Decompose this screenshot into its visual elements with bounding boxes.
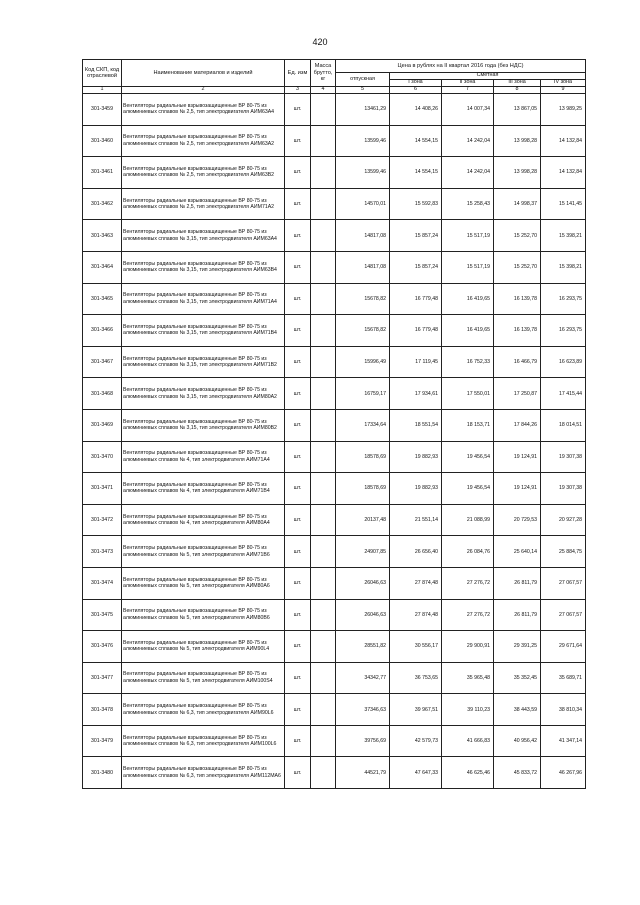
- table-row: [83, 125, 586, 157]
- release-price: 15996,49: [336, 346, 390, 378]
- zone3-price: 16 466,79: [494, 346, 541, 378]
- item-unit: шт.: [285, 315, 311, 347]
- zone4-price: 13 989,25: [541, 94, 586, 126]
- release-price: 13599,46: [336, 125, 390, 157]
- zone4-price: 46 267,96: [541, 757, 586, 789]
- item-mass: [311, 599, 336, 631]
- release-price: 14570,01: [336, 188, 390, 220]
- zone3-price: 13 998,28: [494, 157, 541, 189]
- item-unit: шт.: [285, 409, 311, 441]
- zone3-price: 13 998,28: [494, 125, 541, 157]
- column-number: 4: [311, 87, 336, 94]
- zone1-price: 39 967,51: [390, 694, 442, 726]
- item-mass: [311, 536, 336, 568]
- release-price: 18578,69: [336, 441, 390, 473]
- header-name: Наименование материалов и изделий: [122, 60, 285, 87]
- item-unit: шт.: [285, 725, 311, 757]
- table-row: [83, 441, 586, 473]
- column-numbers-row: [83, 87, 586, 94]
- table-row: [83, 757, 586, 789]
- header-zone1: I зона: [390, 80, 442, 87]
- zone3-price: 38 443,59: [494, 694, 541, 726]
- zone3-price: 26 811,79: [494, 599, 541, 631]
- item-unit: шт.: [285, 504, 311, 536]
- zone3-price: 25 640,14: [494, 536, 541, 568]
- header-zone3: III зона: [494, 80, 541, 87]
- zone1-price: 17 119,45: [390, 346, 442, 378]
- zone2-price: 15 517,19: [442, 220, 494, 252]
- zone3-price: 19 124,91: [494, 441, 541, 473]
- item-unit: шт.: [285, 283, 311, 315]
- item-unit: шт.: [285, 125, 311, 157]
- item-name: Вентиляторы радиальные взрывозащищенные ВР 80-75 из алюминиевых сплавов № 5, тип электродвигателя АИМ90L4: [122, 631, 285, 663]
- table-row: [83, 251, 586, 283]
- zone4-price: 16 293,75: [541, 283, 586, 315]
- release-price: 13599,46: [336, 157, 390, 189]
- item-unit: шт.: [285, 346, 311, 378]
- item-name: Вентиляторы радиальные взрывозащищенные ВР 80-75 из алюминиевых сплавов № 3,15, тип электродвигателя АИМ63В4: [122, 251, 285, 283]
- item-name: Вентиляторы радиальные взрывозащищенные ВР 80-75 из алюминиевых сплавов № 5, тип электродвигателя АИМ80А6: [122, 567, 285, 599]
- table-row: [83, 567, 586, 599]
- item-code: 301-3467: [83, 346, 122, 378]
- zone4-price: 35 689,71: [541, 662, 586, 694]
- item-code: 301-3465: [83, 283, 122, 315]
- item-name: Вентиляторы радиальные взрывозащищенные ВР 80-75 из алюминиевых сплавов № 6,3, тип электродвигателя АИМ112МА6: [122, 757, 285, 789]
- item-name: Вентиляторы радиальные взрывозащищенные ВР 80-75 из алюминиевых сплавов № 5, тип электродвигателя АИМ80В6: [122, 599, 285, 631]
- column-number: 7: [442, 87, 494, 94]
- table-body: [83, 94, 586, 789]
- item-name: Вентиляторы радиальные взрывозащищенные ВР 80-75 из алюминиевых сплавов № 4, тип электродвигателя АИМ71А4: [122, 441, 285, 473]
- zone1-price: 16 779,48: [390, 283, 442, 315]
- zone1-price: 16 779,48: [390, 315, 442, 347]
- item-unit: шт.: [285, 536, 311, 568]
- zone2-price: 26 084,76: [442, 536, 494, 568]
- zone1-price: 27 874,48: [390, 599, 442, 631]
- item-code: 301-3479: [83, 725, 122, 757]
- header-estimate: Сметная: [390, 73, 586, 80]
- item-code: 301-3464: [83, 251, 122, 283]
- zone2-price: 39 110,23: [442, 694, 494, 726]
- table-row: [83, 662, 586, 694]
- zone3-price: 29 391,25: [494, 631, 541, 663]
- price-table: [82, 59, 586, 789]
- zone3-price: 20 729,53: [494, 504, 541, 536]
- item-mass: [311, 157, 336, 189]
- table-row: [83, 504, 586, 536]
- table-row: [83, 315, 586, 347]
- item-name: Вентиляторы радиальные взрывозащищенные ВР 80-75 из алюминиевых сплавов № 3,15, тип электродвигателя АИМ63А4: [122, 220, 285, 252]
- zone4-price: 29 671,64: [541, 631, 586, 663]
- item-mass: [311, 757, 336, 789]
- item-code: 301-3477: [83, 662, 122, 694]
- zone4-price: 14 132,84: [541, 125, 586, 157]
- release-price: 20137,48: [336, 504, 390, 536]
- item-name: Вентиляторы радиальные взрывозащищенные ВР 80-75 из алюминиевых сплавов № 6,3, тип электродвигателя АИМ90L6: [122, 694, 285, 726]
- item-name: Вентиляторы радиальные взрывозащищенные ВР 80-75 из алюминиевых сплавов № 2,5, тип электродвигателя АИМ63А4: [122, 94, 285, 126]
- zone3-price: 16 139,78: [494, 283, 541, 315]
- zone2-price: 29 900,91: [442, 631, 494, 663]
- item-code: 301-3471: [83, 473, 122, 505]
- zone2-price: 18 153,71: [442, 409, 494, 441]
- zone4-price: 41 347,14: [541, 725, 586, 757]
- zone1-price: 17 934,61: [390, 378, 442, 410]
- header-unit: Ед. изм: [285, 60, 311, 87]
- item-unit: шт.: [285, 94, 311, 126]
- item-code: 301-3480: [83, 757, 122, 789]
- zone1-price: 15 857,24: [390, 251, 442, 283]
- item-mass: [311, 220, 336, 252]
- zone2-price: 14 007,34: [442, 94, 494, 126]
- item-mass: [311, 188, 336, 220]
- zone3-price: 19 124,91: [494, 473, 541, 505]
- table-row: [83, 346, 586, 378]
- zone1-price: 14 408,26: [390, 94, 442, 126]
- zone2-price: 17 550,01: [442, 378, 494, 410]
- zone3-price: 26 811,79: [494, 567, 541, 599]
- zone1-price: 36 753,65: [390, 662, 442, 694]
- item-unit: шт.: [285, 220, 311, 252]
- zone4-price: 18 014,51: [541, 409, 586, 441]
- zone1-price: 26 656,40: [390, 536, 442, 568]
- zone1-price: 15 592,83: [390, 188, 442, 220]
- zone2-price: 15 517,19: [442, 251, 494, 283]
- item-name: Вентиляторы радиальные взрывозащищенные ВР 80-75 из алюминиевых сплавов № 4, тип электродвигателя АИМ71В4: [122, 473, 285, 505]
- table-row: [83, 220, 586, 252]
- zone3-price: 40 956,42: [494, 725, 541, 757]
- release-price: 15678,82: [336, 315, 390, 347]
- header-zone4: IV зона: [541, 80, 586, 87]
- zone2-price: 27 276,72: [442, 599, 494, 631]
- release-price: 26046,63: [336, 567, 390, 599]
- item-mass: [311, 283, 336, 315]
- zone2-price: 16 419,65: [442, 315, 494, 347]
- release-price: 14817,08: [336, 220, 390, 252]
- zone4-price: 17 415,44: [541, 378, 586, 410]
- item-name: Вентиляторы радиальные взрывозащищенные ВР 80-75 из алюминиевых сплавов № 3,15, тип электродвигателя АИМ80В2: [122, 409, 285, 441]
- zone1-price: 15 857,24: [390, 220, 442, 252]
- item-unit: шт.: [285, 662, 311, 694]
- item-code: 301-3459: [83, 94, 122, 126]
- item-mass: [311, 346, 336, 378]
- zone4-price: 15 398,21: [541, 251, 586, 283]
- item-code: 301-3469: [83, 409, 122, 441]
- zone1-price: 21 551,14: [390, 504, 442, 536]
- zone1-price: 14 554,15: [390, 125, 442, 157]
- item-name: Вентиляторы радиальные взрывозащищенные ВР 80-75 из алюминиевых сплавов № 6,3, тип электродвигателя АИМ100L6: [122, 725, 285, 757]
- table-row: [83, 694, 586, 726]
- zone4-price: 20 927,28: [541, 504, 586, 536]
- item-mass: [311, 94, 336, 126]
- item-name: Вентиляторы радиальные взрывозащищенные ВР 80-75 из алюминиевых сплавов № 2,5, тип электродвигателя АИМ63А2: [122, 125, 285, 157]
- column-number: 1: [83, 87, 122, 94]
- item-code: 301-3461: [83, 157, 122, 189]
- release-price: 28551,82: [336, 631, 390, 663]
- item-name: Вентиляторы радиальные взрывозащищенные ВР 80-75 из алюминиевых сплавов № 5, тип электродвигателя АИМ100S4: [122, 662, 285, 694]
- release-price: 13461,29: [336, 94, 390, 126]
- item-code: 301-3460: [83, 125, 122, 157]
- item-code: 301-3468: [83, 378, 122, 410]
- column-number: 8: [494, 87, 541, 94]
- item-code: 301-3462: [83, 188, 122, 220]
- header-release: отпускная: [336, 73, 390, 87]
- item-unit: шт.: [285, 757, 311, 789]
- release-price: 26046,63: [336, 599, 390, 631]
- item-unit: шт.: [285, 157, 311, 189]
- column-number: 3: [285, 87, 311, 94]
- release-price: 15678,82: [336, 283, 390, 315]
- zone4-price: 19 307,38: [541, 441, 586, 473]
- zone3-price: 35 352,45: [494, 662, 541, 694]
- zone3-price: 45 833,72: [494, 757, 541, 789]
- item-code: 301-3475: [83, 599, 122, 631]
- column-number: 9: [541, 87, 586, 94]
- zone2-price: 27 276,72: [442, 567, 494, 599]
- zone3-price: 15 252,70: [494, 251, 541, 283]
- release-price: 17334,64: [336, 409, 390, 441]
- item-mass: [311, 504, 336, 536]
- header-code: Код СКП, код отраслевой: [83, 60, 122, 87]
- zone3-price: 17 844,26: [494, 409, 541, 441]
- zone2-price: 41 666,83: [442, 725, 494, 757]
- item-mass: [311, 473, 336, 505]
- zone4-price: 25 884,75: [541, 536, 586, 568]
- item-code: 301-3476: [83, 631, 122, 663]
- release-price: 16759,17: [336, 378, 390, 410]
- release-price: 44521,79: [336, 757, 390, 789]
- zone2-price: 14 242,04: [442, 157, 494, 189]
- item-unit: шт.: [285, 567, 311, 599]
- item-code: 301-3463: [83, 220, 122, 252]
- table-row: [83, 536, 586, 568]
- zone1-price: 14 554,15: [390, 157, 442, 189]
- column-number: 6: [390, 87, 442, 94]
- release-price: 24907,85: [336, 536, 390, 568]
- item-mass: [311, 441, 336, 473]
- item-unit: шт.: [285, 473, 311, 505]
- item-name: Вентиляторы радиальные взрывозащищенные ВР 80-75 из алюминиевых сплавов № 2,5, тип электродвигателя АИМ71А2: [122, 188, 285, 220]
- item-unit: шт.: [285, 378, 311, 410]
- item-code: 301-3478: [83, 694, 122, 726]
- zone1-price: 18 551,54: [390, 409, 442, 441]
- zone1-price: 19 882,93: [390, 473, 442, 505]
- item-name: Вентиляторы радиальные взрывозащищенные ВР 80-75 из алюминиевых сплавов № 3,15, тип электродвигателя АИМ80А2: [122, 378, 285, 410]
- table-row: [83, 409, 586, 441]
- item-mass: [311, 378, 336, 410]
- item-code: 301-3474: [83, 567, 122, 599]
- header-price-group: Цена в рублях на II квартал 2016 года (без НДС): [336, 60, 586, 73]
- item-name: Вентиляторы радиальные взрывозащищенные ВР 80-75 из алюминиевых сплавов № 3,15, тип электродвигателя АИМ71В2: [122, 346, 285, 378]
- zone4-price: 38 810,34: [541, 694, 586, 726]
- zone4-price: 15 141,45: [541, 188, 586, 220]
- zone3-price: 13 867,05: [494, 94, 541, 126]
- item-code: 301-3473: [83, 536, 122, 568]
- table-row: [83, 725, 586, 757]
- release-price: 37346,63: [336, 694, 390, 726]
- item-unit: шт.: [285, 251, 311, 283]
- item-mass: [311, 694, 336, 726]
- zone2-price: 15 258,43: [442, 188, 494, 220]
- page-number: 420: [312, 37, 328, 47]
- item-name: Вентиляторы радиальные взрывозащищенные ВР 80-75 из алюминиевых сплавов № 5, тип электродвигателя АИМ71В6: [122, 536, 285, 568]
- zone3-price: 17 250,87: [494, 378, 541, 410]
- zone2-price: 16 419,65: [442, 283, 494, 315]
- release-price: 18578,69: [336, 473, 390, 505]
- zone1-price: 19 882,93: [390, 441, 442, 473]
- column-number: 5: [336, 87, 390, 94]
- item-name: Вентиляторы радиальные взрывозащищенные ВР 80-75 из алюминиевых сплавов № 4, тип электродвигателя АИМ80А4: [122, 504, 285, 536]
- zone1-price: 27 874,48: [390, 567, 442, 599]
- zone2-price: 21 088,99: [442, 504, 494, 536]
- column-number: 2: [122, 87, 285, 94]
- zone4-price: 27 067,57: [541, 567, 586, 599]
- table-row: [83, 473, 586, 505]
- zone3-price: 16 139,78: [494, 315, 541, 347]
- table-row: [83, 188, 586, 220]
- release-price: 14817,08: [336, 251, 390, 283]
- item-mass: [311, 251, 336, 283]
- item-unit: шт.: [285, 631, 311, 663]
- zone4-price: 14 132,84: [541, 157, 586, 189]
- item-unit: шт.: [285, 188, 311, 220]
- zone4-price: 16 293,75: [541, 315, 586, 347]
- item-unit: шт.: [285, 441, 311, 473]
- zone4-price: 19 307,38: [541, 473, 586, 505]
- zone1-price: 42 579,73: [390, 725, 442, 757]
- table-row: [83, 157, 586, 189]
- zone3-price: 14 998,37: [494, 188, 541, 220]
- item-mass: [311, 315, 336, 347]
- table-row: [83, 378, 586, 410]
- item-unit: шт.: [285, 599, 311, 631]
- item-code: 301-3472: [83, 504, 122, 536]
- release-price: 39756,69: [336, 725, 390, 757]
- item-name: Вентиляторы радиальные взрывозащищенные ВР 80-75 из алюминиевых сплавов № 2,5, тип электродвигателя АИМ63В2: [122, 157, 285, 189]
- zone1-price: 30 556,17: [390, 631, 442, 663]
- item-mass: [311, 567, 336, 599]
- zone4-price: 15 398,21: [541, 220, 586, 252]
- item-mass: [311, 409, 336, 441]
- header-mass: Масса брутто, кг: [311, 60, 336, 87]
- zone2-price: 46 625,46: [442, 757, 494, 789]
- table-row: [83, 94, 586, 126]
- item-unit: шт.: [285, 694, 311, 726]
- release-price: 34342,77: [336, 662, 390, 694]
- item-mass: [311, 631, 336, 663]
- zone3-price: 15 252,70: [494, 220, 541, 252]
- zone2-price: 19 456,54: [442, 441, 494, 473]
- table-row: [83, 283, 586, 315]
- zone2-price: 19 456,54: [442, 473, 494, 505]
- item-mass: [311, 725, 336, 757]
- item-code: 301-3466: [83, 315, 122, 347]
- zone2-price: 14 242,04: [442, 125, 494, 157]
- zone2-price: 35 965,48: [442, 662, 494, 694]
- zone2-price: 16 752,33: [442, 346, 494, 378]
- item-mass: [311, 662, 336, 694]
- table-row: [83, 599, 586, 631]
- zone4-price: 27 067,57: [541, 599, 586, 631]
- header-zone2: II зона: [442, 80, 494, 87]
- zone4-price: 16 623,89: [541, 346, 586, 378]
- item-name: Вентиляторы радиальные взрывозащищенные ВР 80-75 из алюминиевых сплавов № 3,15, тип электродвигателя АИМ71А4: [122, 283, 285, 315]
- zone1-price: 47 647,33: [390, 757, 442, 789]
- item-name: Вентиляторы радиальные взрывозащищенные ВР 80-75 из алюминиевых сплавов № 3,15, тип электродвигателя АИМ71В4: [122, 315, 285, 347]
- item-mass: [311, 125, 336, 157]
- item-code: 301-3470: [83, 441, 122, 473]
- table-row: [83, 631, 586, 663]
